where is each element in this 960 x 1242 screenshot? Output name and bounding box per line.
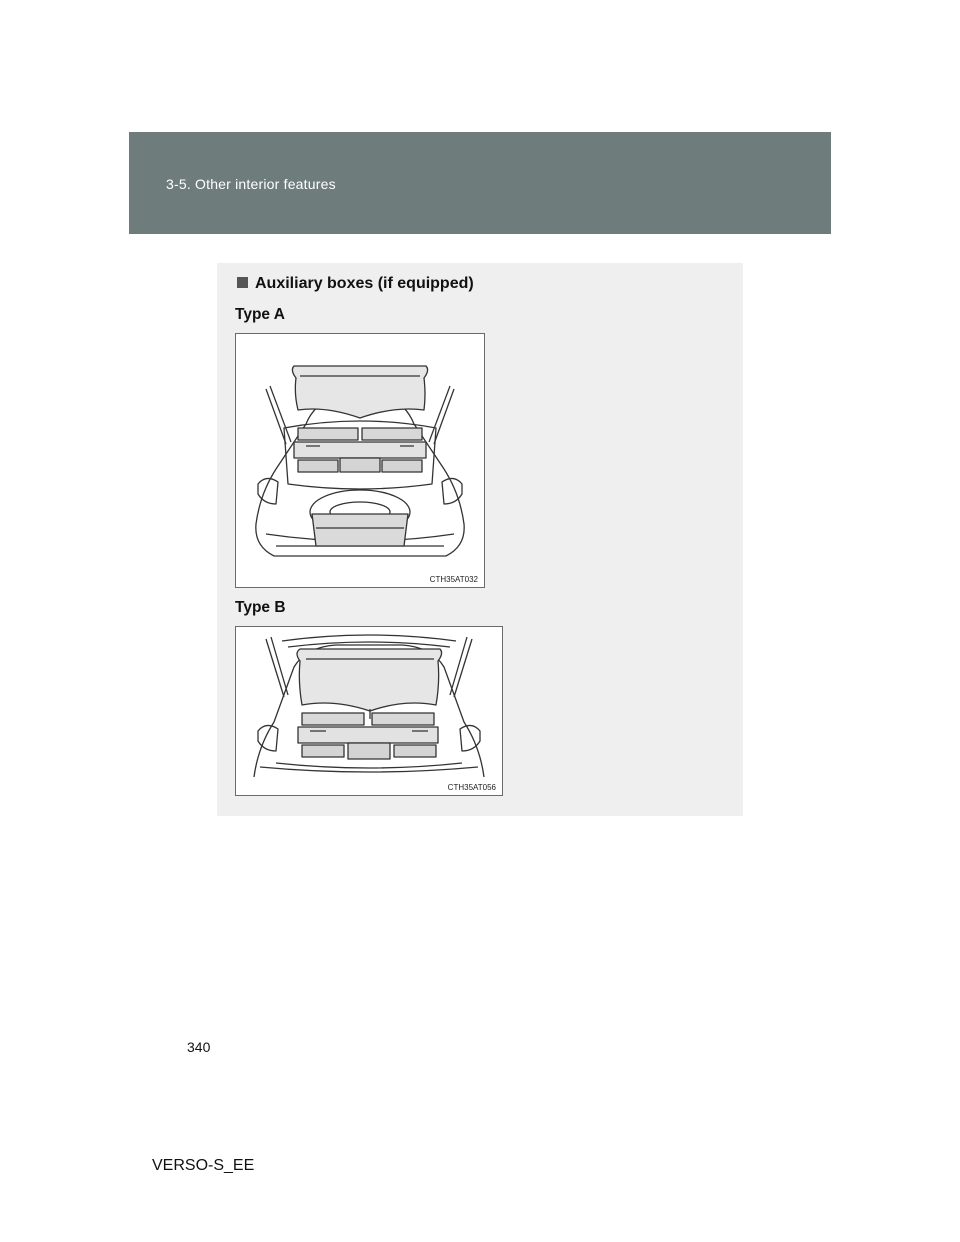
header-band (129, 132, 831, 234)
square-bullet-icon (237, 277, 248, 288)
figure-code-type-a: CTH35AT032 (429, 575, 478, 584)
content-panel (217, 263, 743, 816)
figure-type-b (235, 626, 503, 796)
figure-label-type-a: Type A (235, 306, 285, 323)
car-cargo-illustration-type-b (236, 627, 502, 795)
page-number: 340 (187, 1039, 211, 1055)
heading-text: Auxiliary boxes (if equipped) (255, 275, 474, 292)
section-title: 3-5. Other interior features (166, 176, 336, 192)
figure-label-type-b: Type B (235, 599, 286, 616)
model-code: VERSO-S_EE (152, 1157, 255, 1174)
figure-code-type-b: CTH35AT056 (447, 783, 496, 792)
car-cargo-illustration-type-a (236, 334, 484, 587)
section-heading (237, 275, 474, 293)
figure-type-a (235, 333, 485, 588)
